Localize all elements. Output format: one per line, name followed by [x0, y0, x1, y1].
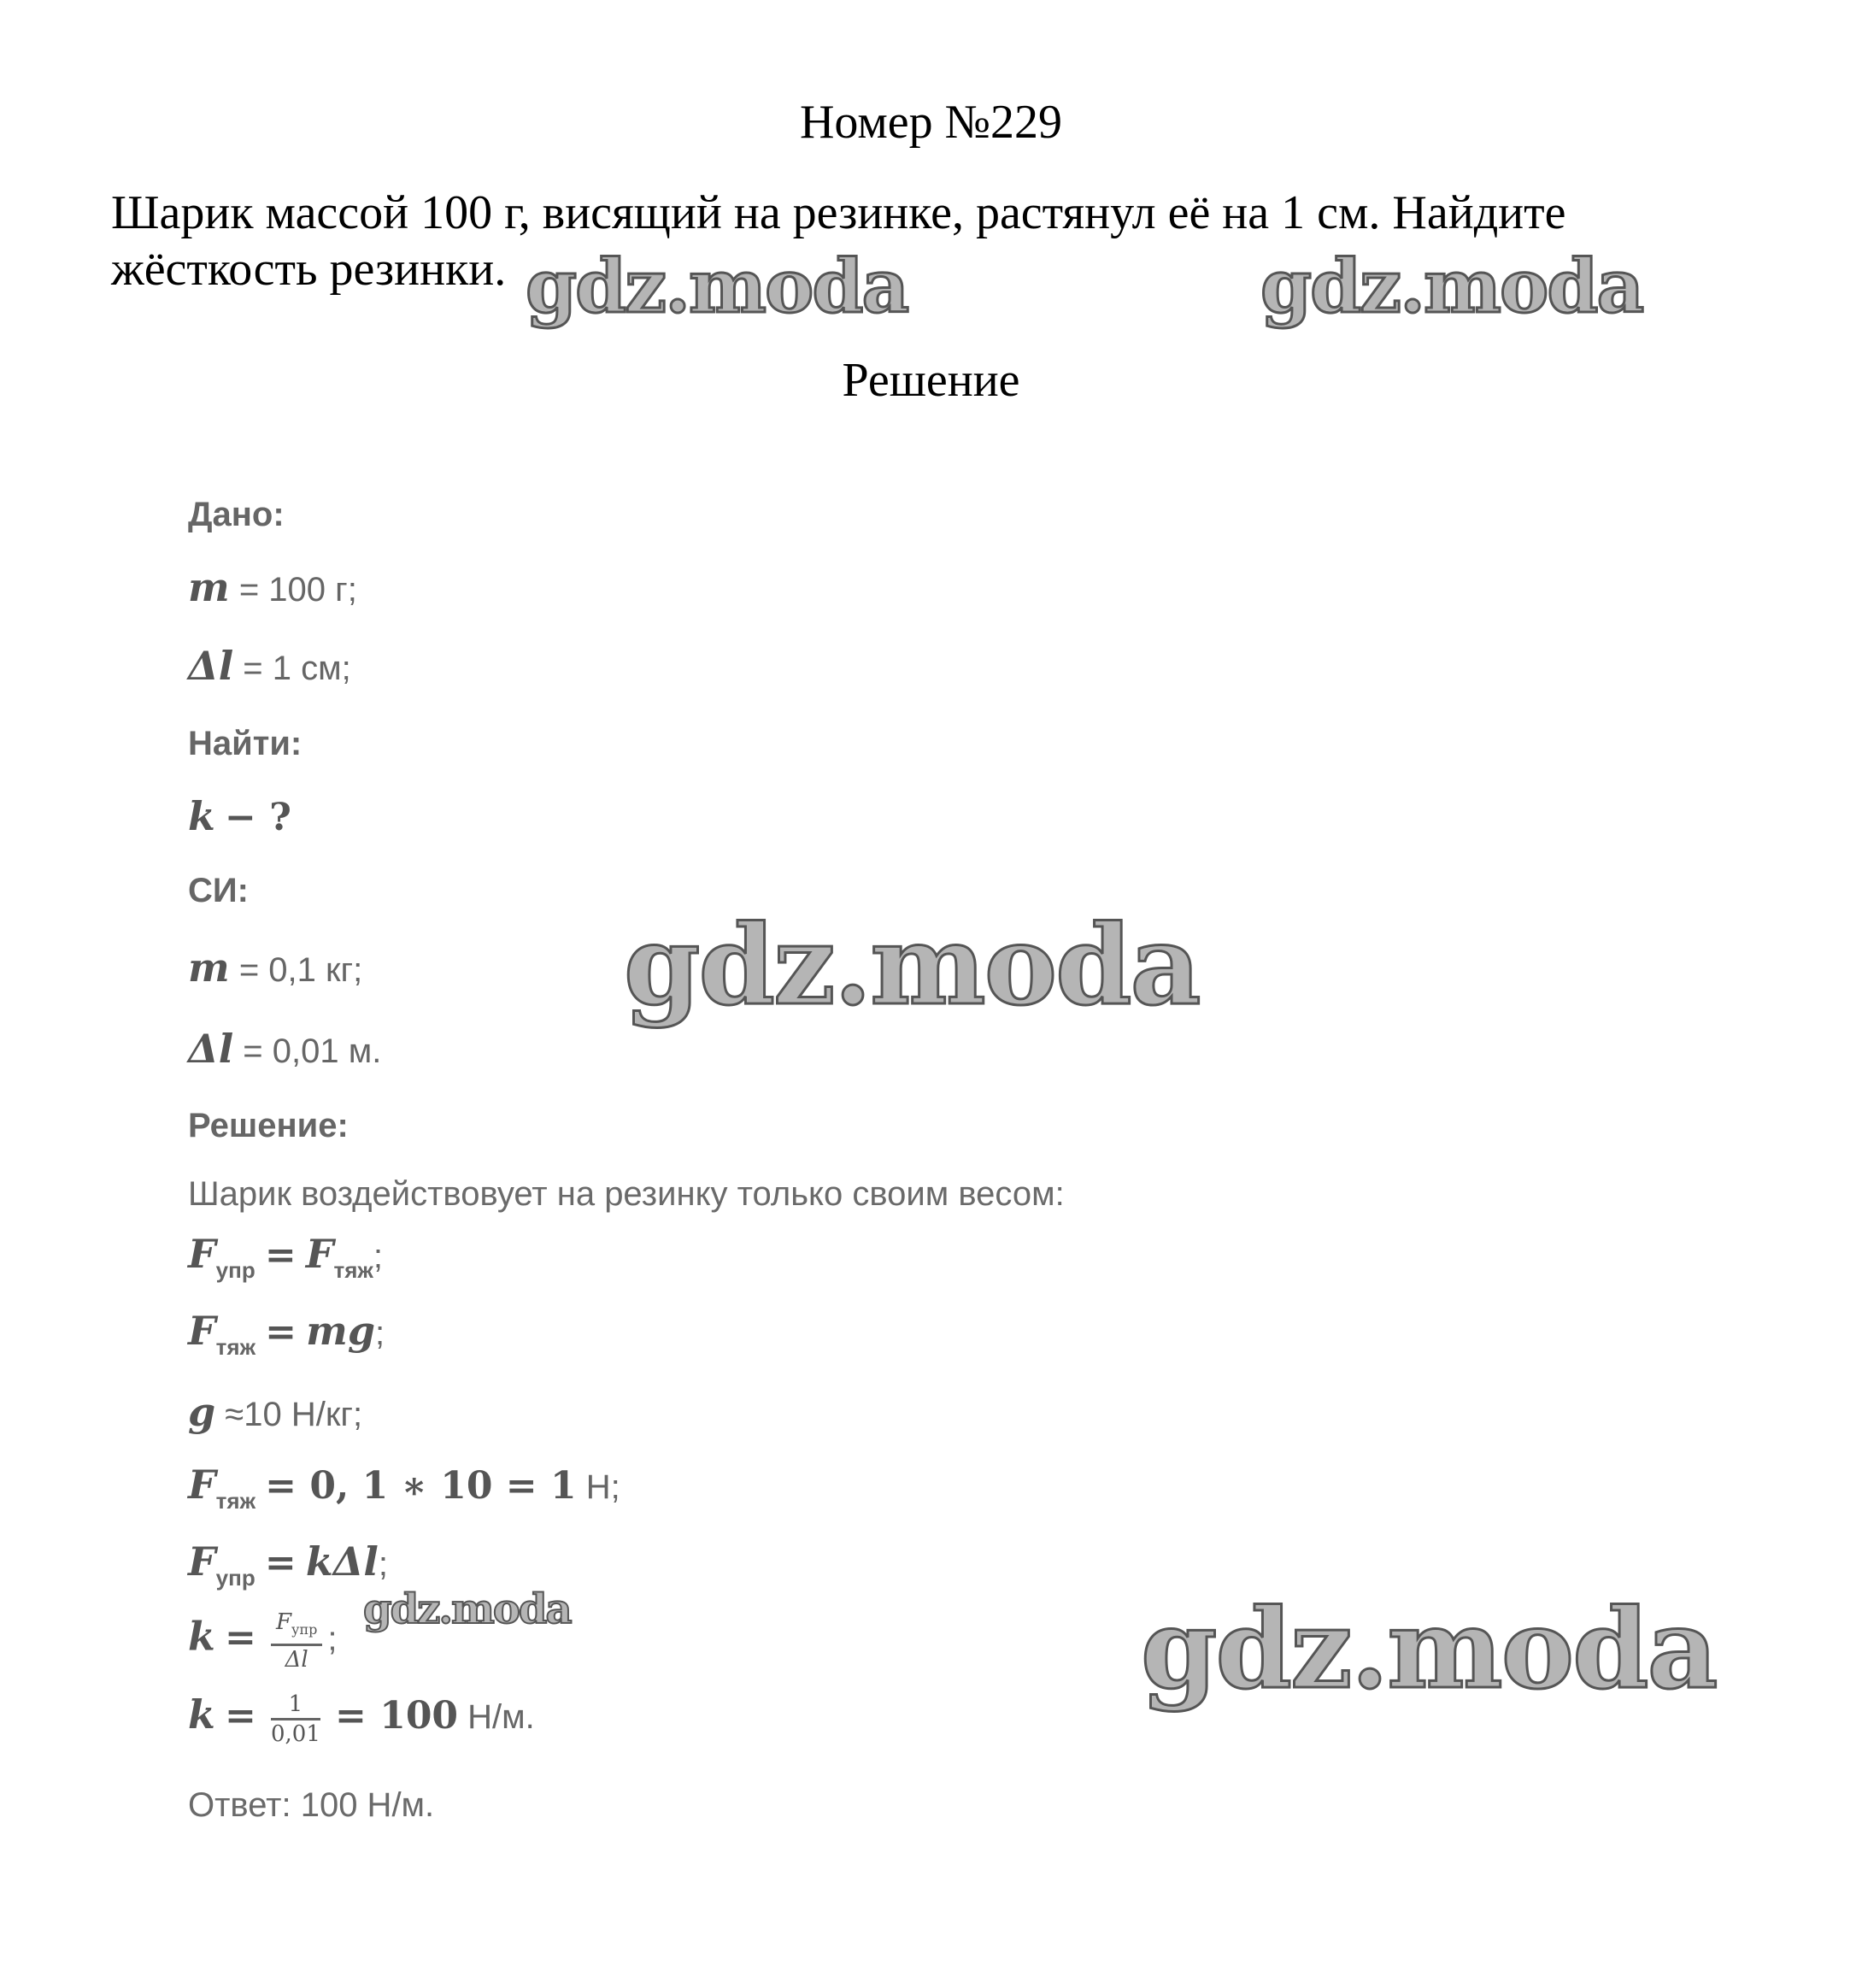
watermark-3: gdz.moda	[624, 902, 1200, 1030]
si-mass-value: = 0,1 кг;	[238, 951, 363, 989]
eq-gravity-calc: $F_{тяж} = 0$, 1 ∗ 10 = 1 Н;	[188, 1462, 620, 1514]
given-elongation: Δl = 1 см;	[188, 643, 351, 689]
find-k-value: − ?	[225, 796, 291, 839]
si-elongation: Δl = 0,01 м.	[188, 1026, 382, 1072]
fraction-f-over-dl: $\frac{F_{упр}}{\Delta l}$	[271, 1609, 322, 1673]
eq-k-formula: k = $\frac{F_{упр}}{\Delta l}$ ;	[188, 1609, 338, 1673]
eq-k-result-unit: Н/м.	[467, 1698, 535, 1737]
si-label: СИ:	[188, 872, 249, 909]
watermark-4: gdz.moda	[363, 1585, 571, 1633]
eq-forces-balance: $F_{упр} = F_{тяж}$;	[188, 1231, 383, 1283]
eq-gravity-calc-value: = 0, 1 ∗ 10 = 1	[265, 1464, 577, 1508]
solution-heading: Решение	[842, 354, 1020, 407]
eq-k-result: k = $\frac{1}{0,01}$ = 100 Н/м.	[188, 1691, 535, 1747]
si-mass: m = 0,1 кг;	[188, 944, 363, 991]
eq-gravity-calc-unit: Н;	[585, 1468, 620, 1506]
find-k: k − ?	[188, 793, 291, 839]
eq-g: g ≈10 Н/кг;	[188, 1389, 363, 1435]
watermark-2: gdz.moda	[1260, 244, 1643, 330]
given-mass: m = 100 г;	[188, 564, 357, 610]
given-mass-value: = 100 г;	[238, 571, 357, 609]
answer-text: Ответ: 100 Н/м.	[188, 1786, 435, 1824]
eq-k-result-value: = 100	[335, 1694, 459, 1738]
task-line-2: жёсткость резинки.	[111, 243, 507, 296]
eq-g-value: ≈10 Н/кг;	[225, 1396, 363, 1433]
watermark-1: gdz.moda	[526, 244, 908, 330]
given-elongation-value: = 1 см;	[243, 650, 351, 687]
eq-hooke: $F_{упр} = k\Delta l$;	[188, 1538, 389, 1591]
given-label: Дано:	[188, 496, 285, 533]
si-elongation-value: = 0,01 м.	[243, 1032, 382, 1070]
explanation-text: Шарик воздействовует на резинку только своим весом:	[188, 1175, 1065, 1213]
eq-gravity: $F_{тяж}$ = mg;	[188, 1308, 385, 1360]
find-label: Найти:	[188, 725, 303, 762]
fraction-1-over-001: $\frac{1}{0,01}$	[271, 1691, 320, 1747]
page-title: Номер №229	[799, 96, 1063, 149]
task-line-1: Шарик массой 100 г, висящий на резинке, растянул её на 1 см. Найдите	[111, 186, 1566, 239]
solution-label: Решение:	[188, 1107, 349, 1144]
watermark-5: gdz.moda	[1141, 1585, 1717, 1714]
